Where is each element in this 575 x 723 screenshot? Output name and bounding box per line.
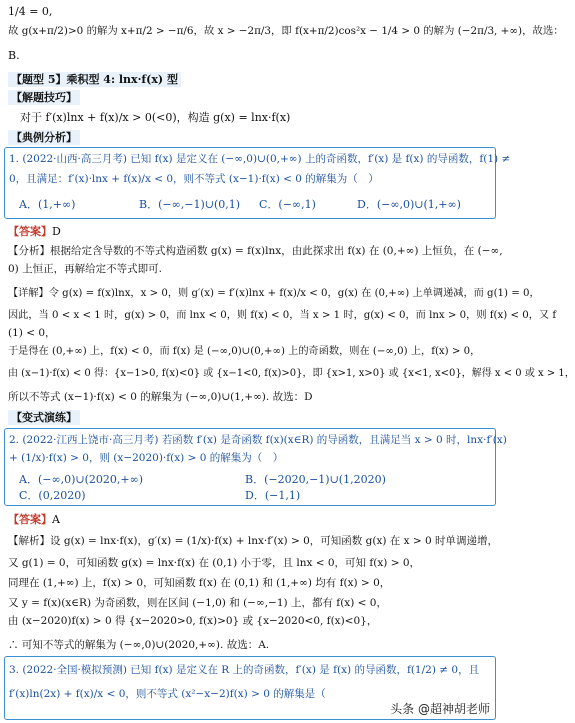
question-2-option-b: B．(−2020,−1)∪(1,2020) <box>245 473 386 486</box>
answer-1-line-7: 由 (x−1)·f(x) < 0 得：{x−1>0, f(x)<0} 或 {x−1<0, f(x)>0}，即 {x>1, x>0} 或 {x<1, x<0}，解得 x < 0 或 x > 1， <box>8 368 575 379</box>
question-2-box <box>4 428 507 506</box>
answer-1-line-1: 【分析】根据给定含导数的不等式构造函数 g(x) = f(x)lnx，由此探求出 f(x) 在 (0,+∞) 上恒负，在 (−∞, <box>8 245 503 257</box>
answer-2-line-3: 同理在 (1,+∞) 上，f(x) > 0，可知函数 f(x) 在 (0,1) 和 (1,+∞) 均有 f(x) > 0， <box>8 577 391 589</box>
question-1-line-1: 1. (2022·山西·高三月考) 已知 f(x) 是定义在 (−∞,0)∪(0,+∞) 上的奇函数，f′(x) 是 f(x) 的导函数，f(1) ≠ <box>9 153 511 165</box>
question-2-option-d: D．(−1,1) <box>245 489 301 502</box>
answer-1-value: D <box>52 225 61 238</box>
prev-solution-line-3: B. <box>8 49 20 62</box>
tip-text: 对于 f′(x)lnx + f(x)/x > 0(<0)，构造 g(x) = lnx·f(x) <box>20 111 291 124</box>
question-2-line-1: 2. (2022·江西上饶市·高三月考) 若函数 f′(x) 是奇函数 f(x)(x∈R) 的导函数，且满足当 x > 0 时，lnx·f′(x) <box>9 434 507 446</box>
answer-2-line-1: 【解析】设 g(x) = lnx·f(x)，g′(x) = (1/x)·f(x) + lnx·f′(x) > 0，可知函数 g(x) 在 x > 0 时单调递增， <box>8 535 499 547</box>
answer-1 <box>8 224 494 239</box>
section-title: 【题型 5】乘积型 4: lnx·f(x) 型 <box>8 72 494 87</box>
prev-solution-line-2: 故 g(x+π/2)>0 的解为 x+π/2 > −π/6，故 x > −2π/3，即 f(x+π/2)cos²x − 1/4 > 0 的解为 (−2π/3, +∞)，故选： <box>8 25 564 37</box>
answer-1-line-3: 【详解】令 g(x) = f(x)lnx，x > 0，则 g′(x) = f′(x)lnx + f(x)/x < 0，g(x) 在 (0,+∞) 上单调递减，而 g(1) = 0， <box>8 288 540 299</box>
question-1-line-2: 0，且满足：f′(x)·lnx + f(x)/x < 0，则不等式 (x−1)·f(x) < 0 的解集为（ ） <box>9 173 379 185</box>
answer-2 <box>8 512 494 527</box>
answer-1-line-2: 0) 上恒正，再解给定不等式即可. <box>8 263 162 275</box>
question-2-line-2: + (1/x)·f(x) > 0，则 (x−2020)·f(x) > 0 的解集为（ ） <box>9 452 284 464</box>
answer-1-line-4: 因此，当 0 < x < 1 时，g(x) > 0，而 lnx < 0，则 f(x) < 0，当 x > 1 时，g(x) < 0，而 lnx > 0，则 f(x) < 0，又 f <box>8 310 557 321</box>
question-3-line-2: f′(x)ln(2x) + f(x)/x < 0，则不等式 (x²−x−2)f(x) > 0 的解集是（ <box>9 688 326 700</box>
example-title: 【典例分析】 <box>8 130 494 145</box>
answer-1-line-6: 于是得在 (0,+∞) 上，f(x) < 0，而 f(x) 是 (−∞,0)∪(0,+∞) 上的奇函数，则在 (−∞,0) 上，f(x) > 0， <box>8 346 481 357</box>
question-1-box <box>4 147 511 219</box>
answer-2-line-2: 又 g(1) = 0，可知函数 g(x) = lnx·f(x) 在 (0,1) 小于零，且 lnx < 0，可知 f(x) > 0， <box>8 557 421 569</box>
prev-solution-line-1: 1/4 = 0, <box>8 5 53 18</box>
answer-2-line-4: 又 y = f(x)(x∈R) 为奇函数，则在区间 (−1,0) 和 (−∞,−1) 上，都有 f(x) < 0， <box>8 597 387 609</box>
question-2-option-a: A．(−∞,0)∪(2020,+∞) <box>19 473 144 486</box>
question-1-option-a: A．(1,+∞) <box>19 198 76 211</box>
variant-title: 【变式演练】 <box>8 410 494 425</box>
answer-2-line-5: 由 (x−2020)f(x) > 0 得 {x−2020>0, f(x)>0} 或 {x−2020<0, f(x)<0}， <box>8 615 378 627</box>
answer-2-label: 【答案】 <box>8 513 52 526</box>
question-1-option-d: D．(−∞,0)∪(1,+∞) <box>357 198 461 211</box>
answer-1-line-5: (1) < 0， <box>8 327 56 339</box>
answer-2-value: A <box>52 513 60 526</box>
watermark: 头条 @超神胡老师 <box>390 702 490 716</box>
question-2-option-c: C．(0,2020) <box>19 489 86 502</box>
answer-1-line-8: 所以不等式 (x−1)·f(x) < 0 的解集为 (−∞,0)∪(1,+∞). 故选：D <box>8 391 313 403</box>
question-1-option-c: C．(−∞,1) <box>259 198 316 211</box>
answer-1-label: 【答案】 <box>8 225 52 238</box>
answer-2-line-6: ∴ 可知不等式的解集为 (−∞,0)∪(2020,+∞). 故选：A. <box>8 639 270 651</box>
question-1-option-b: B．(−∞,−1)∪(0,1) <box>139 198 241 211</box>
question-3-line-1: 3. (2022·全国·模拟预测) 已知 f(x) 是定义在 R 上的奇函数，f′(x) 是 f(x) 的导函数，f(1/2) ≠ 0，且 <box>9 664 480 676</box>
tip-title: 【解题技巧】 <box>8 90 494 105</box>
